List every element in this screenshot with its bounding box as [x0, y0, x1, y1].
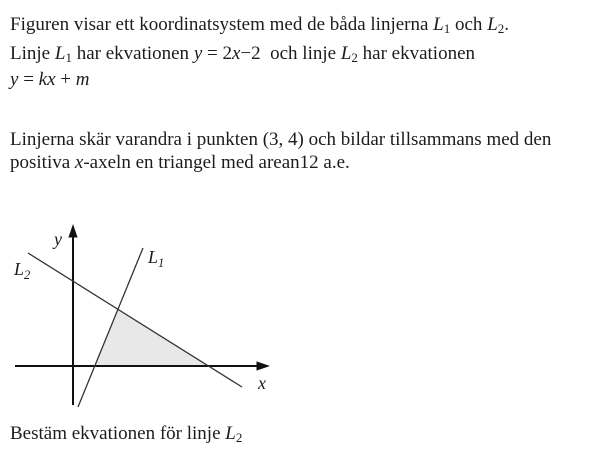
- question-text: [10, 420, 242, 447]
- line-l2-label: [13, 259, 30, 282]
- y-axis-label: y: [54, 229, 62, 249]
- math-sub: 2: [497, 21, 505, 36]
- y-axis-arrow-icon: [68, 224, 77, 238]
- problem-text-line-3: [10, 66, 89, 93]
- text-segment: positiva: [10, 152, 75, 173]
- text-segment: Figuren visar ett koordinatsystem med de båda linjerna: [10, 14, 434, 35]
- math-var-l2: L: [225, 423, 236, 444]
- math-operator: +: [55, 69, 76, 90]
- math-var-y: y: [193, 43, 203, 64]
- math-var-y: y: [10, 69, 19, 90]
- problem-text-line-1: [10, 11, 509, 38]
- x-axis-arrow-icon: [257, 361, 271, 370]
- problem-text-line-2: [10, 40, 475, 67]
- math-var-x: x: [74, 152, 84, 173]
- text-segment: och linje: [260, 43, 341, 64]
- math-var-l2: L: [340, 43, 352, 64]
- line-l1-label-letter: L: [148, 247, 159, 267]
- math-operator: =: [18, 69, 39, 90]
- text-segment: och: [450, 14, 488, 35]
- math-sub: 1: [443, 21, 451, 36]
- text-segment: Linjerna skär varandra i punkten (3, 4) och bildar tillsammans med den: [10, 129, 552, 150]
- math-var-x: x: [231, 43, 241, 64]
- text-segment: Linje: [10, 43, 55, 64]
- x-axis-label: x: [258, 373, 266, 393]
- text-segment: -axeln en triangel med arean12 a.e.: [83, 152, 350, 173]
- figure-svg: [0, 215, 300, 415]
- text-segment: .: [504, 14, 510, 35]
- math-sub: 2: [235, 430, 243, 445]
- line-l2-label-sub: 2: [24, 268, 31, 282]
- line-l2-label-letter: L: [14, 259, 25, 279]
- figure-coordinate-system: [0, 215, 300, 415]
- math-var-kx: kx: [38, 69, 56, 90]
- triangle-region: [95, 310, 208, 365]
- text-segment: Bestäm ekvationen för linje: [10, 423, 226, 444]
- math-var-l1: L: [433, 14, 444, 35]
- math-operator: = 2: [202, 43, 232, 64]
- line-l1-label: [147, 247, 164, 270]
- math-var-l1: L: [54, 43, 66, 64]
- problem-text-line-5: [10, 149, 350, 176]
- math-sub: 2: [351, 50, 358, 65]
- line-l1-label-sub: 1: [158, 256, 165, 270]
- math-sub: 1: [65, 50, 72, 65]
- text-segment: har ekvationen: [357, 43, 476, 64]
- math-var-m: m: [75, 69, 90, 90]
- math-var-l2: L: [487, 14, 498, 35]
- math-operator: −2: [240, 43, 261, 64]
- text-segment: har ekvationen: [71, 43, 194, 64]
